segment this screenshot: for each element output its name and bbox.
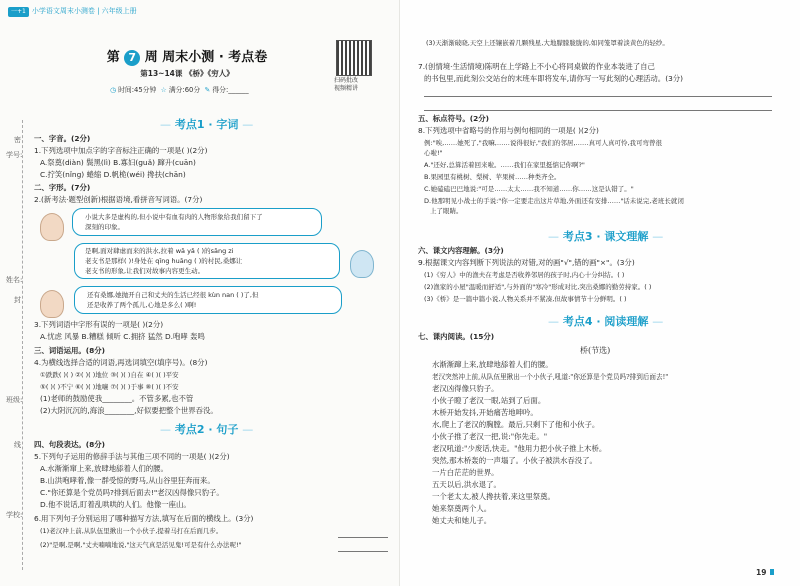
q9-1[interactable]: (1)《穷人》中的渔夫在考虑是否收养邻居的孩子时,内心十分纠结。( ) (424, 271, 625, 279)
week-prefix: 第 (106, 50, 120, 65)
q8-option-c[interactable]: C.她磕磕巴巴地说:"可是……太太……我不知道……你……这是认错了。" (424, 185, 634, 193)
section-2-label: 考点2 · 句子 (174, 423, 239, 436)
qr-label-1: 扫码批改 (334, 77, 359, 84)
page-number-marker (770, 569, 774, 575)
section-3-heading: — 考点3 · 课文理解 — (548, 230, 664, 243)
bubble-1-line-2: 深刻的印象。 (85, 223, 124, 231)
pen-icon: ✎ (204, 86, 211, 94)
q8-option-b[interactable]: B.果园里有桃树、梨树、苹果树……种类齐全。 (424, 173, 561, 181)
header-tag: 一+1 (8, 7, 29, 17)
binding-line-char: 线 (14, 441, 21, 449)
section-3-label: 考点3 · 课文理解 (562, 230, 649, 243)
section-2-heading: — 考点2 · 句子 — (160, 423, 254, 436)
passage-p12: 一个老太太,被人搀扶着,来这里祭奠。 (432, 492, 555, 501)
girl-avatar-icon (40, 213, 64, 241)
page-number-value: 19 (756, 568, 767, 577)
q9-3[interactable]: (3)《桥》是一篇中篇小说,人物关系并不紧凑,但故事情节十分鲜明。( ) (424, 295, 627, 303)
passage-p4: 小伙子瞪了老汉一眼,站到了后面。 (432, 396, 546, 405)
r1-option-3: (3)天渐渐破晓,天空上还镶嵌着几颗残星,大地朦朦胧胧的,如同笼罩着淡黄色的轻纱。 (426, 39, 669, 47)
speech-bubble-3 (74, 286, 342, 314)
q4-row-2[interactable]: ⑤( )( )不宁 ⑥( )( )地嚷 ⑦( )( )于事 ⑧( )( )不安 (40, 383, 179, 391)
q7: 7.(创情境·生活情境)陈明在上学路上不小心将同桌做的作业本装进了自己 (418, 62, 655, 71)
score-label: 满分:60分 (168, 86, 201, 94)
q7s-heading: 七、课内阅读。(15分) (418, 332, 495, 341)
section-4-label: 考点4 · 阅读理解 (562, 315, 649, 328)
q5-option-d[interactable]: D.他不说话,盯着乱哄哄的人们。他像一座山。 (40, 500, 191, 509)
passage-p11: 五天以后,洪水退了。 (432, 480, 501, 489)
passage-p2: 老汉突然冲上前,从队伍里揪出一个小伙子,吼道:"你还算是个党员吗?排到后面去!" (432, 373, 669, 381)
q8-option-d[interactable]: D.他那明见小战士的手说:"你一定要走出这片草地,外面还有安排……"话未说完,老班长就闭 (424, 197, 684, 205)
q6s-heading: 六、课文内容理解。(3分) (418, 246, 504, 255)
binding-class: 班级: (6, 396, 23, 404)
q5-option-b[interactable]: B.山洪咆哮着,像一群受惊的野马,从山谷里狂奔而来。 (40, 476, 215, 485)
q4s-heading: 四、句段表达。(8分) (34, 440, 106, 449)
q1-option-cd[interactable]: C.拧笑(nǐng) 蜷缩 D.帆桅(wéi) 搀扶(chān) (40, 170, 186, 179)
q6-1: (1)老汉冲上前,从队伍里揪出一个小伙子,提着马打在后面几步。 (40, 527, 223, 535)
lesson-label: 第13~14课 《桥》《穷人》 (140, 69, 234, 78)
q4: 4.为横线选择合适的词语,再选词填空(填序号)。(8分) (34, 358, 208, 367)
passage-p7: 小伙子推了老汉一把,说:"你先走。" (432, 432, 548, 441)
q4-row-1[interactable]: ①跌跌( )( ) ②( )( )地位 ③( )( )自在 ④( )( )平安 (40, 371, 179, 379)
q5s-heading: 五、标点符号。(2分) (418, 114, 490, 123)
title-box (98, 40, 276, 98)
section-1-heading: — 考点1 · 字词 — (160, 118, 254, 131)
q5-option-c[interactable]: C."你还算是个党员吗?排到后面去!"老汉凶得像只豹子。 (40, 488, 224, 497)
header-grade: 六年级上册 (101, 7, 137, 15)
q6-2-answer-line[interactable] (338, 551, 388, 552)
q7-answer-line-2[interactable] (424, 110, 772, 111)
clock-icon: ◷ (110, 86, 116, 94)
q6-1-answer-line[interactable] (338, 537, 388, 538)
q2-heading: 二、字形。(7分) (34, 183, 91, 192)
qr-label-2: 视频精讲 (334, 85, 359, 92)
q5: 5.下列句子运用的修辞手法与其他三项不同的一项是( )(2分) (34, 452, 230, 461)
q9-2[interactable]: (2)渔家的小屋"温暖而舒适",与外面的"寒冷"形成对比,突出桑娜的勤劳持家。( ) (424, 283, 652, 291)
qr-code-icon[interactable] (336, 40, 372, 76)
q2-1: 2.(新考法·题型创新)根据语境,看拼音写词语。(7分) (34, 195, 203, 204)
q1-option-ab[interactable]: A.祭奠(diàn) 鬓黑(lì) B.寡妇(guǎ) 蹿升(cuān) (40, 158, 196, 167)
header-series: 小学语文周末小测卷 (31, 7, 95, 15)
time-label: 时间:45分钟 (118, 86, 157, 94)
passage-p9: 突然,那木桥轰的一声塌了。小伙子被洪水吞没了。 (432, 456, 597, 465)
bubble-2-line-1[interactable]: 是啊,面对肆虐而来的洪水,拉着 wā yǎ ( )的sāng zi (85, 247, 234, 255)
binding-secret: 密 (14, 136, 21, 144)
binding-number: 学号: (6, 151, 23, 159)
girl-avatar-icon-2 (40, 290, 64, 318)
passage-p1: 水渐渐蹿上来,放肆地舔着人们的腰。 (432, 360, 553, 369)
passage-p14: 她丈夫和她儿子。 (432, 516, 492, 525)
meta-row (110, 84, 249, 94)
passage-p8: 老汉吼道:"少废话,快走。"他用力把小伙子推上木桥。 (432, 444, 607, 453)
qr-label (334, 77, 358, 93)
q5-option-a[interactable]: A.水渐渐窜上来,放肆地舔着人们的腰。 (40, 464, 168, 473)
binding-school: 学校: (6, 511, 23, 519)
bubble-3-line-1[interactable]: 还有桑娜,她抛开自己和丈夫的生活已经很 kùn nan ( )了,但 (87, 291, 259, 299)
q1-1: 1.下列选项中加点字的字音标注正确的一项是( )(2分) (34, 146, 208, 155)
q8-example-1: 例:"唉,……她死了,"我嘛,……说得很好,"我们的邻居,……真可人真可怜,我可弯曾很 (424, 139, 663, 147)
q4-sentence-2[interactable]: (2)大阴沉沉的,海浪________,好似要把整个世界吞没。 (40, 406, 218, 415)
section-1-label: 考点1 · 字词 (174, 118, 239, 131)
page-title (98, 46, 276, 66)
q3: 3.下列词语中字形有误的一项是( )(2分) (34, 320, 164, 329)
passage-p6: 水,爬上了老汉的胸膛。最后,只剩下了他和小伙子。 (432, 420, 600, 429)
bubble-3-line-2[interactable]: 还是收养了两个孤儿,心地是多么( )啊! (87, 301, 197, 309)
q3-section-heading: 三、词语运用。(8分) (34, 346, 106, 355)
q9: 9.根据课文内容判断下列说法的对错,对的画"√",错的画"×"。(3分) (418, 258, 635, 267)
page-number (756, 568, 774, 577)
passage-title: 桥(节选) (580, 346, 611, 355)
bubble-2-line-2[interactable]: 老支书是那样( )!身处在 qīng huāng ( )的村民,桑娜让 (85, 257, 243, 265)
passage-p10: 一片白茫茫的世界。 (432, 468, 499, 477)
binding-name: 姓名: (6, 276, 23, 284)
q7-line-2: 的书包里,而此刻公交站台的末班车即将发车,请你写一写此刻的心理活动。(3分) (424, 74, 684, 83)
bubble-2-line-3: 老支书的形象,让我们对故事内容更生动。 (85, 267, 205, 275)
q8-option-d-2: 上了眼睛。 (430, 207, 463, 215)
section-4-heading: — 考点4 · 阅读理解 — (548, 315, 664, 328)
q7-answer-line-1[interactable] (424, 96, 772, 97)
q4-sentence-1[interactable]: (1)老师的鼓励使我________。不管多累,也不管 (40, 394, 194, 403)
q3-options[interactable]: A.忧虑 风暴 B.糟糕 倾听 C.拥挤 猛然 D.咆哮 轰鸣 (40, 332, 205, 341)
binding-seal: 封 (14, 296, 21, 304)
got-label: 得分:______ (212, 86, 249, 94)
week-number-badge: 7 (124, 50, 140, 66)
q1-heading: 一、字音。(2分) (34, 134, 91, 143)
score-icon: ☆ (160, 86, 167, 94)
q6-2: (2)"是啊,是啊,"丈夫喃喃地说,"这天气真是活见鬼!可是有什么办法呢!" (40, 541, 242, 549)
q6: 6.用下列句子分别运用了哪种描写方法,填写在后面的横线上。(3分) (34, 514, 254, 523)
speech-bubble-2 (74, 243, 340, 279)
speech-bubble-1 (72, 208, 322, 236)
q8-option-a[interactable]: A."还好,总算活着回来啦。……我们在家里挺惦记你啊?" (424, 161, 585, 169)
q8-example-2: 心啦!" (424, 149, 443, 157)
boy-avatar-icon (350, 250, 374, 278)
passage-p13: 她来祭奠两个人。 (432, 504, 492, 513)
q8: 8.下列选项中省略号的作用与例句相同的一项是( )(2分) (418, 126, 599, 135)
header-bar: 一+1 小学语文周末小测卷 | 六年级上册 (8, 6, 137, 16)
bubble-1-line-1: 小说大多是虚构的,但小说中有血有肉的人物形象给我们留下了 (85, 213, 263, 221)
passage-p5: 木桥开始发抖,开始痛苦地呻吟。 (432, 408, 538, 417)
passage-p3: 老汉凶得像只豹子。 (432, 384, 499, 393)
right-page (400, 0, 800, 586)
binding-line (22, 120, 23, 570)
week-suffix: 周 周末小测 · 考点卷 (144, 50, 268, 65)
